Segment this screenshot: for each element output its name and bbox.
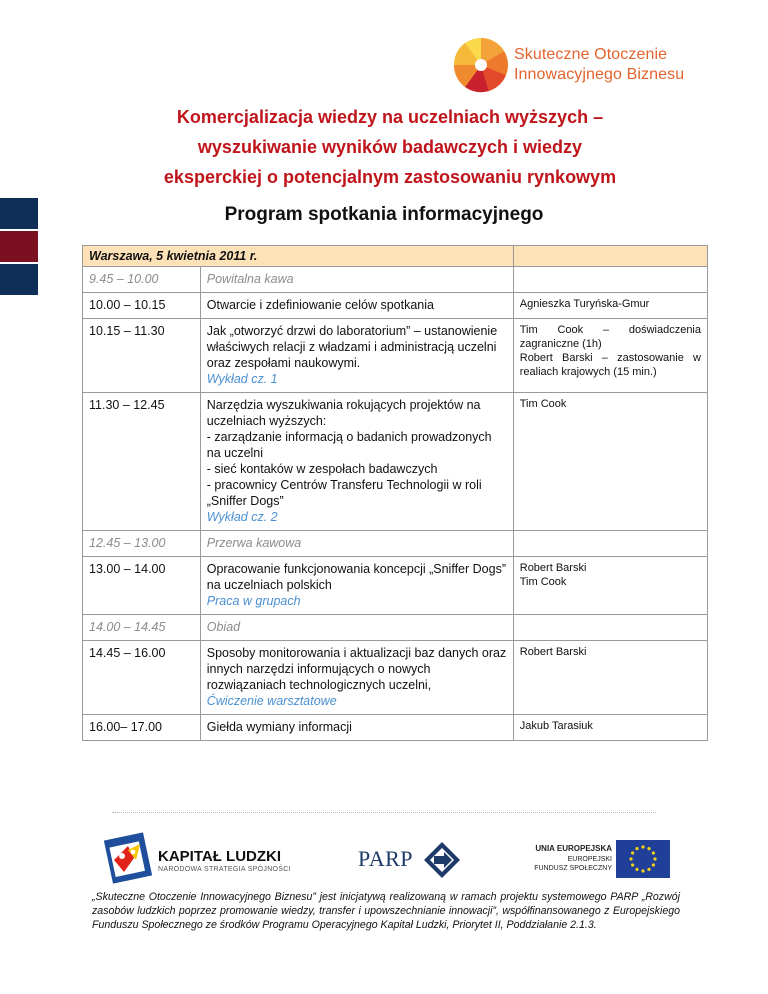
table-header-cell: Warszawa, 5 kwietnia 2011 r. xyxy=(83,246,514,267)
session-type-note: Wykład cz. 2 xyxy=(206,510,278,524)
topic-line: Giełda wymiany informacji xyxy=(206,720,352,734)
logo-line-1: Skuteczne Otoczenie xyxy=(514,46,668,63)
topic-line: Przerwa kawowa xyxy=(206,536,302,550)
program-row xyxy=(83,557,708,615)
parp-logo xyxy=(358,840,468,880)
topic-line: - sieć kontaków w zespołach badawczych xyxy=(206,462,438,476)
program-speaker xyxy=(513,319,707,393)
program-topic xyxy=(200,615,513,641)
kapital-ludzki-icon xyxy=(100,830,156,886)
program-speaker xyxy=(513,293,707,319)
program-table xyxy=(82,245,708,741)
topic-line: Narzędzia wyszukiwania rokujących projektów na uczelniach wyższych: xyxy=(206,398,481,428)
kapital-ludzki-subtitle: NARODOWA STRATEGIA SPÓJNOŚCI xyxy=(158,866,291,873)
kapital-ludzki-logo xyxy=(100,830,300,886)
table-header-empty xyxy=(513,246,707,267)
eu-star xyxy=(652,863,655,866)
speaker-line: Tim Cook xyxy=(519,576,567,588)
parp-text: PARP xyxy=(358,846,414,871)
eu-star xyxy=(641,845,644,848)
title-line-3: eksperckiej o potencjalnym zastosowaniu rynkowym xyxy=(163,167,617,187)
eu-line-1: UNIA EUROPEJSKA xyxy=(535,844,612,853)
program-speaker xyxy=(513,615,707,641)
eu-star xyxy=(635,868,638,871)
footer-text: „Skuteczne Otoczenie Innowacyjnego Biznesu” jest inicjatywą realizowaną w ramach projektu systemowego PARP „Rozwój zasobów ludzkich poprzez promowanie wiedzy, transfer i upowszechnianie innowacji”, współfinansowanego z Europejskiego Funduszu Społecznego ze środków Programu Operacyjnego Kapitał Ludzki, Priorytet II, Poddziałanie 2.1.3. xyxy=(92,891,680,931)
eu-star xyxy=(647,847,650,850)
eu-star xyxy=(635,847,638,850)
topic-line: - zarządzanie informacją o badanich prowadzonych na uczelni xyxy=(206,430,492,460)
program-topic xyxy=(200,641,513,715)
eu-star xyxy=(647,868,650,871)
eu-flag-icon xyxy=(616,840,670,878)
program-topic xyxy=(200,319,513,393)
program-time: 9.45 – 10.00 xyxy=(83,267,201,293)
program-row xyxy=(83,319,708,393)
parp-arrows-icon xyxy=(422,840,462,880)
eu-star xyxy=(653,857,656,860)
program-time: 16.00– 17.00 xyxy=(83,715,201,741)
program-topic xyxy=(200,393,513,531)
program-row xyxy=(83,715,708,741)
topic-line: Sposoby monitorowania i aktualizacji baz danych oraz innych narzędzi informujących o nowych rozwiązaniach technologicznych uczelni, xyxy=(206,646,507,692)
session-type-note: Praca w grupach xyxy=(206,594,301,608)
side-bar-3 xyxy=(0,264,38,295)
title-line-1: Komercjalizacja wiedzy na uczelniach wyższych – xyxy=(176,107,604,127)
program-time: 12.45 – 13.00 xyxy=(83,531,201,557)
eu-logo xyxy=(534,838,670,882)
program-time: 10.15 – 11.30 xyxy=(83,319,201,393)
program-topic xyxy=(200,293,513,319)
program-speaker xyxy=(513,715,707,741)
speaker-line: Tim Cook – doświadczenia zagraniczne (1h) xyxy=(519,324,701,350)
speaker-line: Jakub Tarasiuk xyxy=(519,720,593,732)
program-speaker xyxy=(513,557,707,615)
eu-star xyxy=(641,869,644,872)
speaker-line: Robert Barski xyxy=(519,646,587,658)
program-speaker xyxy=(513,641,707,715)
topic-line: Jak „otworzyć drzwi do laboratorium” – ustanowienie właściwych relacji z władzami i administracją uczelni oraz zespołami naukowymi. xyxy=(206,324,498,370)
program-row xyxy=(83,641,708,715)
program-row xyxy=(83,615,708,641)
program-topic xyxy=(200,531,513,557)
table-header-row xyxy=(83,246,708,267)
program-time: 13.00 – 14.00 xyxy=(83,557,201,615)
eu-star xyxy=(629,857,632,860)
program-topic xyxy=(200,267,513,293)
kapital-ludzki-title: KAPITAŁ LUDZKI xyxy=(158,848,282,865)
topic-line: Powitalna kawa xyxy=(206,272,294,286)
session-type-note: Wykład cz. 1 xyxy=(206,372,278,386)
logo xyxy=(452,36,712,98)
eu-star xyxy=(631,863,634,866)
topic-line: Opracowanie funkcjonowania koncepcji „Sniffer Dogs” na uczelniach polskich xyxy=(206,562,506,592)
speaker-line: Tim Cook xyxy=(519,398,567,410)
separator xyxy=(112,812,656,813)
topic-line: Obiad xyxy=(206,620,241,634)
program-speaker xyxy=(513,393,707,531)
topic-line: Otwarcie i zdefiniowanie celów spotkania xyxy=(206,298,434,312)
eu-line-3: FUNDUSZ SPOŁECZNY xyxy=(534,865,612,872)
program-topic xyxy=(200,557,513,615)
subtitle: Program spotkania informacyjnego xyxy=(224,204,544,225)
program-time: 14.45 – 16.00 xyxy=(83,641,201,715)
program-row xyxy=(83,531,708,557)
program-row xyxy=(83,267,708,293)
program-time: 11.30 – 12.45 xyxy=(83,393,201,531)
program-time: 10.00 – 10.15 xyxy=(83,293,201,319)
speaker-line: Agnieszka Turyńska-Gmur xyxy=(519,298,650,310)
side-bar-2 xyxy=(0,231,38,262)
sun-logo-icon xyxy=(452,36,510,94)
session-type-note: Ćwiczenie warsztatowe xyxy=(206,694,337,708)
eu-star xyxy=(652,851,655,854)
eu-star xyxy=(631,851,634,854)
program-time: 14.00 – 14.45 xyxy=(83,615,201,641)
program-speaker xyxy=(513,531,707,557)
program-speaker xyxy=(513,267,707,293)
speaker-line: Robert Barski – zastosowanie w realiach krajowych (15 min.) xyxy=(519,352,701,378)
document-title xyxy=(90,102,690,192)
program-row xyxy=(83,293,708,319)
speaker-line: Robert Barski xyxy=(519,562,587,574)
title-line-2: wyszukiwanie wyników badawczych i wiedzy xyxy=(197,137,583,157)
program-topic xyxy=(200,715,513,741)
program-row xyxy=(83,393,708,531)
eu-line-2: EUROPEJSKI xyxy=(567,856,612,863)
logo-line-2: Innowacyjnego Biznesu xyxy=(514,66,685,83)
topic-line: - pracownicy Centrów Transferu Technologii w roli „Sniffer Dogs” xyxy=(206,478,482,508)
